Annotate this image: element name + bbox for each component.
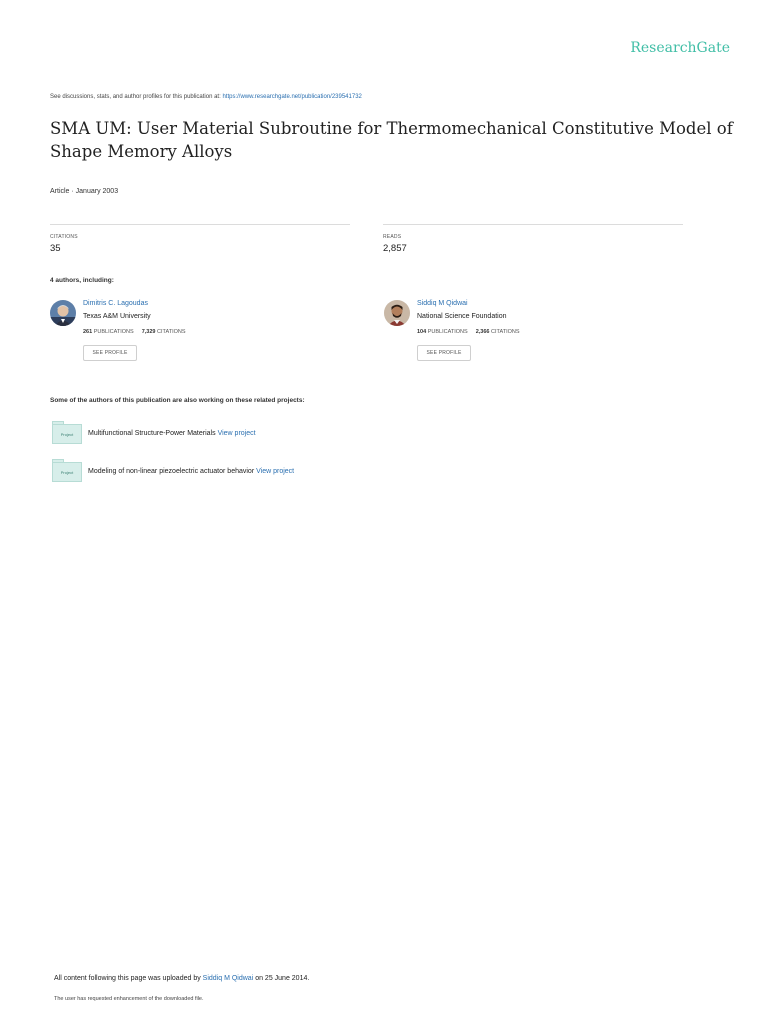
user-photo-icon xyxy=(384,300,410,326)
view-project-link[interactable]: View project xyxy=(256,468,295,475)
author-institution: National Science Foundation xyxy=(417,313,507,320)
source-line xyxy=(50,94,362,100)
reads-value: 2,857 xyxy=(383,243,407,254)
project-title xyxy=(88,430,256,437)
enhancement-note: The user has requested enhancement of the downloaded file. xyxy=(54,996,204,1002)
upload-suffix: on 25 June 2014. xyxy=(255,975,310,982)
author-citations-label: CITATIONS xyxy=(157,329,186,335)
upload-info xyxy=(54,975,309,982)
source-prefix: See discussions, stats, and author profiles for this publication at: xyxy=(50,94,221,100)
avatar[interactable] xyxy=(384,300,410,326)
authors-heading: 4 authors, including: xyxy=(50,277,114,284)
citations-value: 35 xyxy=(50,243,61,254)
citations-label: CITATIONS xyxy=(50,234,78,240)
author-name-link[interactable]: Siddiq M Qidwai xyxy=(417,300,468,307)
author-card xyxy=(50,298,350,368)
project-badge: Project xyxy=(52,462,82,482)
project-badge: Project xyxy=(52,424,82,444)
author-name-link[interactable]: Dimitris C. Lagoudas xyxy=(83,300,148,307)
researchgate-logo[interactable]: ResearchGate xyxy=(630,40,730,56)
article-meta: Article · January 2003 xyxy=(50,188,119,195)
author-stats xyxy=(83,329,186,335)
author-institution: Texas A&M University xyxy=(83,313,151,320)
author-card xyxy=(384,298,684,368)
project-folder-icon xyxy=(52,421,82,445)
citations-stat xyxy=(50,224,350,254)
reads-stat xyxy=(383,224,683,254)
uploader-link[interactable]: Siddiq M Qidwai xyxy=(202,975,254,982)
publication-title: SMA UM: User Material Subroutine for Thermomechanical Constitutive Model of Shape Memory Alloys xyxy=(50,119,733,161)
publications-count: 261 xyxy=(83,329,93,335)
upload-prefix: All content following this page was uploaded by xyxy=(54,975,201,982)
projects-heading: Some of the authors of this publication are also working on these related projects: xyxy=(50,397,305,404)
reads-label: READS xyxy=(383,234,402,240)
see-profile-button[interactable]: SEE PROFILE xyxy=(417,345,471,361)
project-item xyxy=(50,459,450,489)
project-folder-icon xyxy=(52,459,82,483)
author-citations-label: CITATIONS xyxy=(491,329,520,335)
publications-label: PUBLICATIONS xyxy=(93,329,134,335)
user-photo-icon xyxy=(50,300,76,326)
author-citations-count: 7,329 xyxy=(141,329,156,335)
project-item xyxy=(50,421,450,451)
project-title-text: Modeling of non-linear piezoelectric actuator behavior xyxy=(88,468,255,475)
avatar[interactable] xyxy=(50,300,76,326)
publication-url-link[interactable]: https://www.researchgate.net/publication/239541732 xyxy=(222,94,362,100)
project-title-text: Multifunctional Structure-Power Materials xyxy=(88,430,216,437)
publications-count: 104 xyxy=(417,329,427,335)
project-title xyxy=(88,468,294,475)
publications-label: PUBLICATIONS xyxy=(427,329,468,335)
author-stats xyxy=(417,329,520,335)
see-profile-button[interactable]: SEE PROFILE xyxy=(83,345,137,361)
view-project-link[interactable]: View project xyxy=(217,430,256,437)
author-citations-count: 2,366 xyxy=(475,329,490,335)
